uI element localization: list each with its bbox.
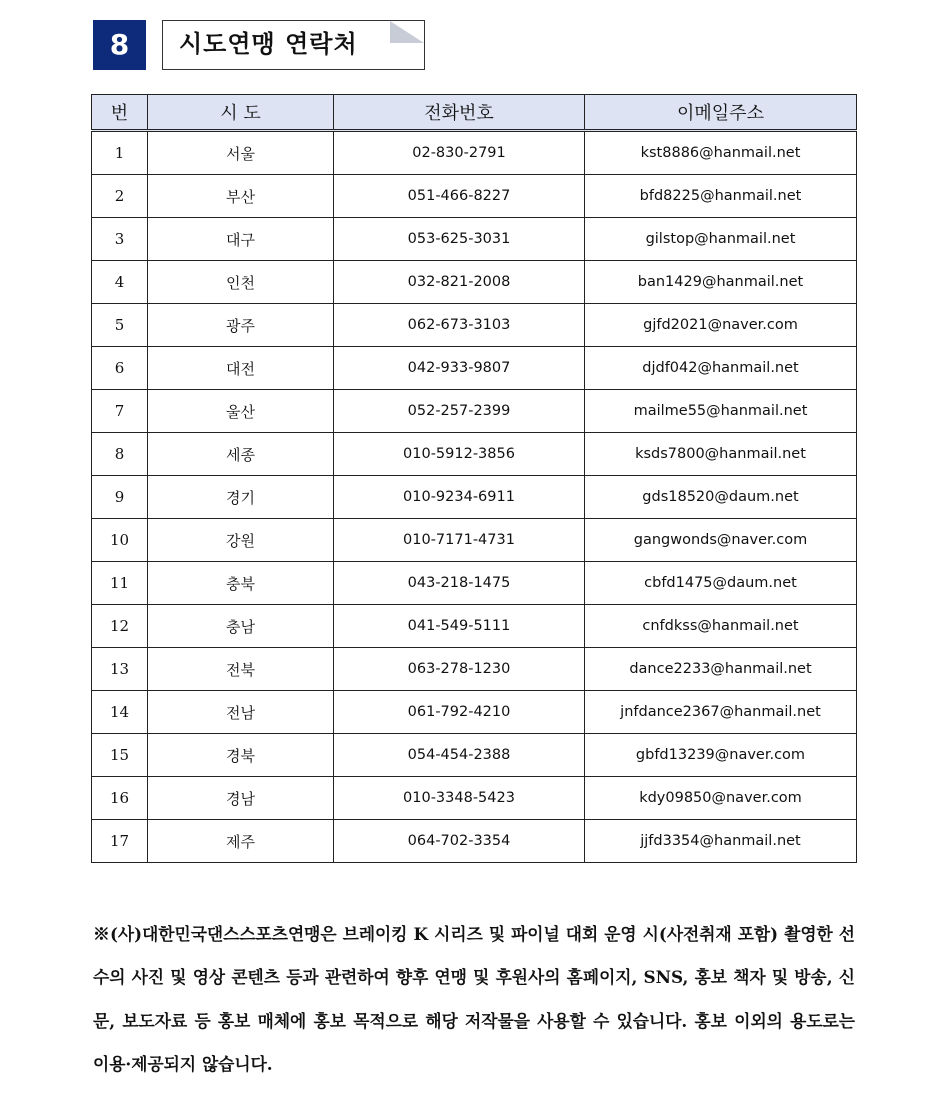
row-email: kst8886@hanmail.net <box>585 131 857 175</box>
table-row <box>92 734 857 777</box>
table-row <box>92 304 857 347</box>
row-number: 12 <box>92 605 148 648</box>
row-city: 제주 <box>148 820 334 863</box>
table-row <box>92 605 857 648</box>
row-city: 세종 <box>148 433 334 476</box>
table-row <box>92 218 857 261</box>
row-number: 14 <box>92 691 148 734</box>
row-number: 7 <box>92 390 148 433</box>
row-city: 대전 <box>148 347 334 390</box>
row-number: 2 <box>92 175 148 218</box>
row-number: 10 <box>92 519 148 562</box>
row-phone: 064-702-3354 <box>334 820 585 863</box>
page-fold-shadow <box>390 21 424 43</box>
row-phone: 062-673-3103 <box>334 304 585 347</box>
row-phone: 041-549-5111 <box>334 605 585 648</box>
row-city: 광주 <box>148 304 334 347</box>
row-number: 9 <box>92 476 148 519</box>
table-row <box>92 820 857 863</box>
row-number: 16 <box>92 777 148 820</box>
table-row <box>92 562 857 605</box>
table-body <box>92 131 857 863</box>
row-city: 대구 <box>148 218 334 261</box>
row-phone: 032-821-2008 <box>334 261 585 304</box>
row-phone: 042-933-9807 <box>334 347 585 390</box>
table-header-row <box>92 95 857 131</box>
row-number: 1 <box>92 131 148 175</box>
table-row <box>92 691 857 734</box>
row-phone: 051-466-8227 <box>334 175 585 218</box>
table-row <box>92 390 857 433</box>
row-phone: 053-625-3031 <box>334 218 585 261</box>
row-city: 충남 <box>148 605 334 648</box>
row-city: 경기 <box>148 476 334 519</box>
header-email: 이메일주소 <box>585 95 857 131</box>
table-row <box>92 433 857 476</box>
row-city: 울산 <box>148 390 334 433</box>
row-phone: 010-9234-6911 <box>334 476 585 519</box>
row-phone: 052-257-2399 <box>334 390 585 433</box>
row-phone: 061-792-4210 <box>334 691 585 734</box>
header-number: 번 <box>92 95 148 131</box>
row-email: bfd8225@hanmail.net <box>585 175 857 218</box>
table-row <box>92 261 857 304</box>
section-number-badge: 8 <box>93 20 146 70</box>
row-email: kdy09850@naver.com <box>585 777 857 820</box>
row-city: 경북 <box>148 734 334 777</box>
row-phone: 010-3348-5423 <box>334 777 585 820</box>
table-row <box>92 347 857 390</box>
row-email: ksds7800@hanmail.net <box>585 433 857 476</box>
row-city: 강원 <box>148 519 334 562</box>
row-phone: 010-7171-4731 <box>334 519 585 562</box>
row-phone: 054-454-2388 <box>334 734 585 777</box>
contact-table <box>91 94 857 863</box>
row-number: 8 <box>92 433 148 476</box>
row-city: 경남 <box>148 777 334 820</box>
row-phone: 02-830-2791 <box>334 131 585 175</box>
row-email: mailme55@hanmail.net <box>585 390 857 433</box>
table-row <box>92 476 857 519</box>
header-city: 시 도 <box>148 95 334 131</box>
row-email: cnfdkss@hanmail.net <box>585 605 857 648</box>
row-email: gjfd2021@naver.com <box>585 304 857 347</box>
row-email: jnfdance2367@hanmail.net <box>585 691 857 734</box>
row-email: cbfd1475@daum.net <box>585 562 857 605</box>
row-city: 충북 <box>148 562 334 605</box>
row-email: gbfd13239@naver.com <box>585 734 857 777</box>
table-row <box>92 131 857 175</box>
row-email: gangwonds@naver.com <box>585 519 857 562</box>
section-title: 시도연맹 연락처 <box>179 30 358 58</box>
row-email: dance2233@hanmail.net <box>585 648 857 691</box>
header-phone: 전화번호 <box>334 95 585 131</box>
row-number: 6 <box>92 347 148 390</box>
row-phone: 010-5912-3856 <box>334 433 585 476</box>
row-number: 13 <box>92 648 148 691</box>
table-row <box>92 175 857 218</box>
table-row <box>92 648 857 691</box>
row-city: 부산 <box>148 175 334 218</box>
row-city: 전남 <box>148 691 334 734</box>
row-city: 서울 <box>148 131 334 175</box>
row-number: 15 <box>92 734 148 777</box>
row-email: ban1429@hanmail.net <box>585 261 857 304</box>
row-number: 5 <box>92 304 148 347</box>
row-email: gilstop@hanmail.net <box>585 218 857 261</box>
row-number: 3 <box>92 218 148 261</box>
section-title-box <box>162 20 425 70</box>
table-row <box>92 519 857 562</box>
row-number: 11 <box>92 562 148 605</box>
row-email: gds18520@daum.net <box>585 476 857 519</box>
table-row <box>92 777 857 820</box>
row-number: 4 <box>92 261 148 304</box>
row-number: 17 <box>92 820 148 863</box>
notice-text: ※(사)대한민국댄스스포츠연맹은 브레이킹 K 시리즈 및 파이널 대회 운영 시(사전취재 포함) 촬영한 선수의 사진 및 영상 콘텐츠 등과 관련하여 향후 연맹 및 후원사의 홈페이지, SNS, 홍보 책자 및 방송, 신문, 보도자료 등 홍보 매체에 홍보 목적으로 해당 저작물을 사용할 수 있습니다. 홍보 이외의 용도로는 이용·제공되지 않습니다. <box>93 923 855 1075</box>
row-email: jjfd3354@hanmail.net <box>585 820 857 863</box>
row-phone: 063-278-1230 <box>334 648 585 691</box>
row-email: djdf042@hanmail.net <box>585 347 857 390</box>
row-city: 전북 <box>148 648 334 691</box>
row-phone: 043-218-1475 <box>334 562 585 605</box>
row-city: 인천 <box>148 261 334 304</box>
